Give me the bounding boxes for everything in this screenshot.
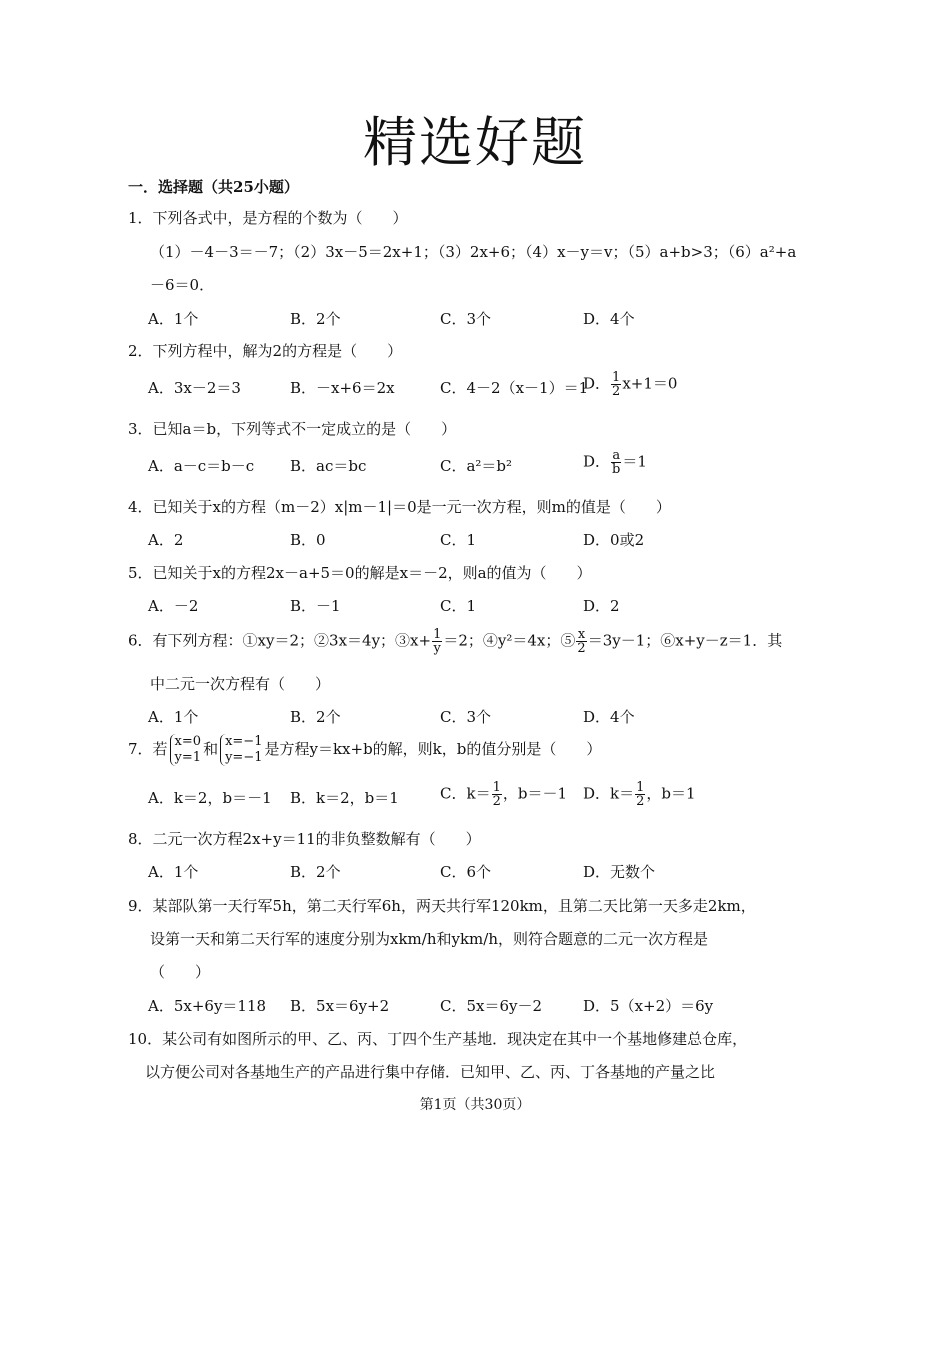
question-6-line2: 中二元一次方程有（ ） [150,675,331,693]
question-9-line2: 设第一天和第二天行军的速度分别为xkm/h和ykm/h，则符合题意的二元一次方程是 [150,930,708,948]
q4-option-a: A．2 [148,531,184,549]
question-10-line1: 10．某公司有如图所示的甲、乙、丙、丁四个生产基地．现决定在其中一个基地修建总仓库， [128,1030,748,1048]
equation-system: x=−1 y=−1 [220,734,262,766]
q1-option-c: C．3个 [440,310,492,328]
q2-option-d: D． $\frac{1}{2}$ x+1＝0 [583,370,678,399]
question-8-stem: 8．二元一次方程2x+y＝11的非负整数解有（ ） [128,830,481,848]
q9-option-c: C．5x＝6y－2 [440,997,543,1015]
equation-system: x=0 y=1 [170,734,202,766]
question-10-line2: 以方便公司对各基地生产的产品进行集中存储．已知甲、乙、丙、丁各基地的产量之比 [145,1063,716,1081]
q1-option-d: D．4个 [583,310,635,328]
q8-option-b: B．2个 [290,863,341,881]
q1-option-b: B．2个 [290,310,341,328]
question-6-stem: 6．有下列方程：①xy＝2；②3x＝4y；③x+ $\frac{1}{y}$ ＝2；④y²＝4x；⑤ $\frac{x}{2}$ ＝3y－1；⑥x+y－z＝1．其 [128,627,783,656]
question-2-stem: 2．下列方程中，解为2的方程是（ ） [128,342,403,360]
q7-option-b: B．k＝2，b＝1 [290,789,399,807]
q4-option-d: D．0或2 [583,531,645,549]
fraction: $\frac{1}{2}$ [612,370,621,399]
q9-option-a: A．5x+6y＝118 [148,997,267,1015]
question-4-stem: 4．已知关于x的方程（m－2）x|m－1|＝0是一元一次方程，则m的值是（ ） [128,498,671,516]
q6-option-c: C．3个 [440,708,492,726]
q5-option-c: C．1 [440,597,477,615]
q7-option-c: C．k＝ $\frac{1}{2}$ ，b＝－1 [440,780,568,809]
q3-option-a: A．a－c＝b－c [148,457,255,475]
question-9-line1: 9．某部队第一天行军5h，第二天行军6h，两天共行军120km，且第二天比第一天多走2km， [128,897,756,915]
q3-option-b: B．ac＝bc [290,457,367,475]
q1-option-a: A．1个 [148,310,199,328]
q5-option-b: B．－1 [290,597,341,615]
fraction: $\frac{1}{y}$ [433,627,442,656]
q8-option-a: A．1个 [148,863,199,881]
q9-option-d: D．5（x+2）＝6y [583,997,714,1015]
q2-option-b: B．－x+6＝2x [290,379,395,397]
question-1-line2: （1）－4－3＝－7；（2）3x－5＝2x+1；（3）2x+6；（4）x－y＝v；（5）a+b>3；（6）a²+a [150,243,797,261]
q4-option-c: C．1 [440,531,477,549]
q5-option-d: D．2 [583,597,620,615]
question-9-line3: （ ） [150,963,211,981]
q6-option-d: D．4个 [583,708,635,726]
question-3-stem: 3．已知a＝b，下列等式不一定成立的是（ ） [128,420,457,438]
fraction: $\frac{a}{b}$ [612,448,621,477]
q3-option-d: D． $\frac{a}{b}$ ＝1 [583,448,647,477]
q2-option-c: C．4－2（x－1）＝1 [440,379,589,397]
question-5-stem: 5．已知关于x的方程2x－a+5＝0的解是x＝－2，则a的值为（ ） [128,564,592,582]
q5-option-a: A．－2 [148,597,199,615]
q6-option-b: B．2个 [290,708,341,726]
section-heading: 一．选择题（共25小题） [128,178,299,196]
q6-option-a: A．1个 [148,708,199,726]
q3-option-c: C．a²＝b² [440,457,513,475]
q2-option-a: A．3x－2＝3 [148,379,241,397]
question-1-stem: 1．下列各式中，是方程的个数为（ ） [128,209,408,227]
q9-option-b: B．5x＝6y+2 [290,997,390,1015]
question-7-stem: 7．若 x=0 y=1 和 x=−1 y=−1 是方程y＝kx+b的解，则k，b的值分别是（ ） [128,734,602,765]
q7-option-d: D．k＝ $\frac{1}{2}$ ，b＝1 [583,780,696,809]
fraction: $\frac{1}{2}$ [636,780,645,809]
q7-option-a: A．k＝2，b＝－1 [148,789,272,807]
q8-option-d: D．无数个 [583,863,656,881]
q8-option-c: C．6个 [440,863,492,881]
q4-option-b: B．0 [290,531,326,549]
page-footer: 第1页（共30页） [419,1097,531,1113]
fraction: $\frac{x}{2}$ [577,627,586,656]
page-title: 精选好题 [363,111,587,174]
fraction: $\frac{1}{2}$ [492,780,501,809]
question-1-line3: －6＝0． [150,276,215,294]
